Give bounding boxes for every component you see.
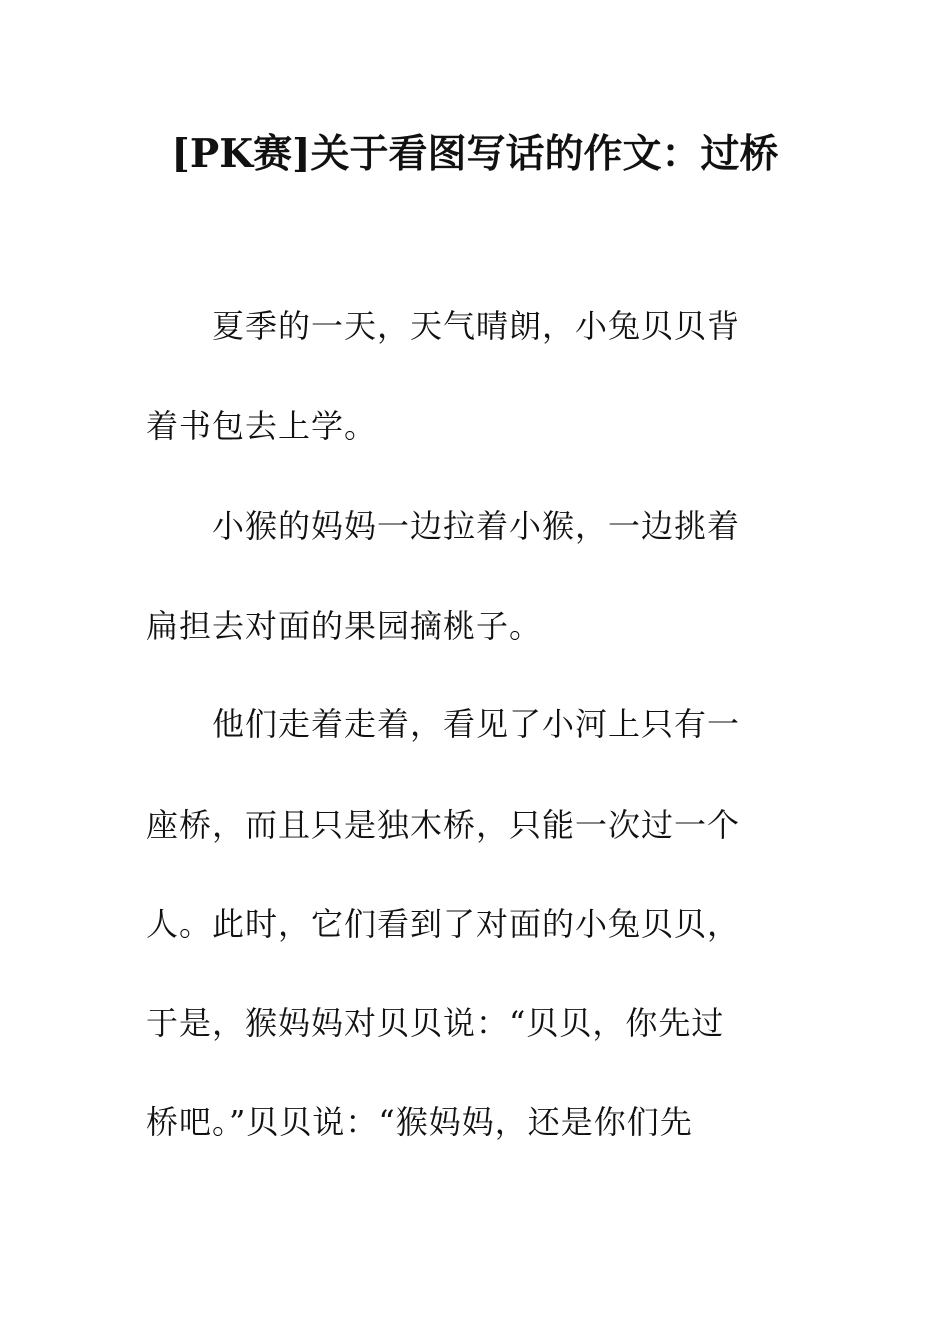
body-line: 夏季的一天，天气晴朗，小兔贝贝背 [146,307,741,345]
body-line: 人。此时，它们看到了对面的小兔贝贝， [146,905,741,943]
document-title: [PK赛]关于看图写话的作文：过桥 [171,131,779,177]
body-line: 桥吧。”贝贝说：“猴妈妈，还是你们先 [146,1103,693,1141]
body-line: 于是，猴妈妈对贝贝说：“贝贝，你先过 [146,1004,725,1042]
body-line: 小猴的妈妈一边拉着小猴，一边挑着 [146,507,741,545]
body-line: 他们走着走着，看见了小河上只有一 [146,705,741,743]
body-line: 座桥，而且只是独木桥，只能一次过一个 [146,806,741,844]
body-line: 着书包去上学。 [146,407,378,445]
body-line: 扁担去对面的果园摘桃子。 [146,607,543,645]
